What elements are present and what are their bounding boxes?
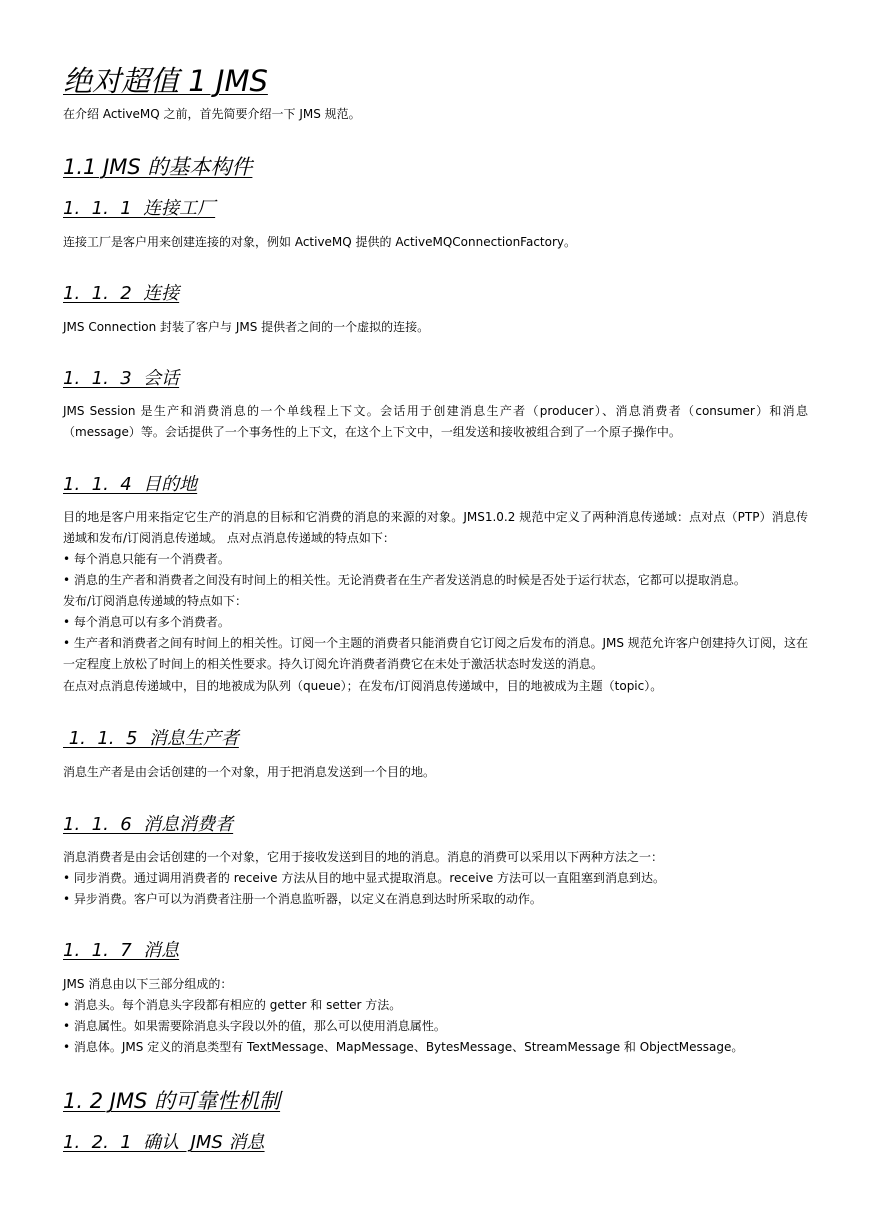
section-1-1-2-body: JMS Connection 封装了客户与 JMS 提供者之间的一个虚拟的连接。 — [63, 320, 430, 334]
section-1-2-heading: 1. 2 JMS 的可靠性机制 — [63, 1089, 281, 1113]
section-1-1-1-heading: 1. 1. 1 连接工厂 — [63, 198, 216, 219]
section-1-1-4-heading: 1. 1. 4 目的地 — [63, 474, 198, 495]
section-1-1-4-bullet-1: • 每个消息只能有一个消费者。 — [63, 552, 230, 566]
section-1-1-5-heading: 1. 1. 5 消息生产者 — [63, 728, 239, 749]
section-1-1-7-bullet-2: • 消息属性。如果需要除消息头字段以外的值，那么可以使用消息属性。 — [63, 1019, 446, 1033]
section-1-1-4-bullet-2: • 消息的生产者和消费者之间没有时间上的相关性。无论消费者在生产者发送消息的时候是否处于运行状态，它都可以提取消息。 — [63, 573, 746, 587]
section-1-1-7-body: JMS 消息由以下三部分组成的： — [63, 977, 233, 991]
section-1-1-6-body: 消息消费者是由会话创建的一个对象，它用于接收发送到目的地的消息。消息的消费可以采用以下两种方法之一： — [63, 850, 664, 864]
section-1-1-1-body: 连接工厂是客户用来创建连接的对象，例如 ActiveMQ 提供的 ActiveMQConnectionFactory。 — [63, 235, 577, 249]
section-1-1-6-bullet-1: • 同步消费。通过调用消费者的 receive 方法从目的地中显式提取消息。receive 方法可以一直阻塞到消息到达。 — [63, 871, 666, 885]
section-1-1-3-heading: 1. 1. 3 会话 — [63, 368, 180, 389]
section-1-1-2-heading: 1. 1. 2 连接 — [63, 283, 180, 304]
section-1-1-4-body-2: 发布/订阅消息传递域的特点如下： — [63, 594, 248, 608]
section-1-1-7-bullet-3: • 消息体。JMS 定义的消息类型有 TextMessage、MapMessage、BytesMessage、StreamMessage 和 ObjectMessage。 — [63, 1040, 744, 1054]
section-1-1-7-bullet-1: • 消息头。每个消息头字段都有相应的 getter 和 setter 方法。 — [63, 998, 402, 1012]
section-1-1-4-bullet-3: • 每个消息可以有多个消费者。 — [63, 615, 230, 629]
section-1-1-3-body: JMS Session 是生产和消费消息的一个单线程上下文。会话用于创建消息生产者（producer）、消息消费者（consumer）和消息（message）等。会话提供了一个事务性的上下文，在这个上下文中，一组发送和接收被组合到了一个原子操作中。 — [63, 404, 808, 439]
section-1-1-4-bullet-4: • 生产者和消费者之间有时间上的相关性。订阅一个主题的消费者只能消费自它订阅之后发布的消息。JMS 规范允许客户创建持久订阅，这在一定程度上放松了时间上的相关性要求。持久订阅允许消费者消费它在未处于激活状态时发送的消息。 — [63, 636, 808, 671]
document-title: 绝对超值 1 JMS — [63, 64, 268, 98]
section-1-1-4-body-3: 在点对点消息传递域中，目的地被成为队列（queue）；在发布/订阅消息传递域中，目的地被成为主题（topic）。 — [63, 679, 663, 693]
section-1-1-7-heading: 1. 1. 7 消息 — [63, 940, 180, 961]
section-1-1-5-body: 消息生产者是由会话创建的一个对象，用于把消息发送到一个目的地。 — [63, 765, 436, 779]
section-1-2-1-heading: 1. 2. 1 确认 JMS 消息 — [63, 1132, 265, 1153]
section-1-1-6-bullet-2: • 异步消费。客户可以为消费者注册一个消息监听器，以定义在消息到达时所采取的动作。 — [63, 892, 542, 906]
section-1-1-4-body-1: 目的地是客户用来指定它生产的消息的目标和它消费的消息的来源的对象。JMS1.0.2 规范中定义了两种消息传递域：点对点（PTP）消息传递域和发布/订阅消息传递域。 点对点消息传递域的特点如下： — [63, 510, 808, 545]
section-1-1-6-heading: 1. 1. 6 消息消费者 — [63, 814, 234, 835]
section-1-1-heading: 1.1 JMS 的基本构件 — [63, 155, 253, 179]
intro-paragraph: 在介绍 ActiveMQ 之前，首先简要介绍一下 JMS 规范。 — [63, 107, 361, 121]
